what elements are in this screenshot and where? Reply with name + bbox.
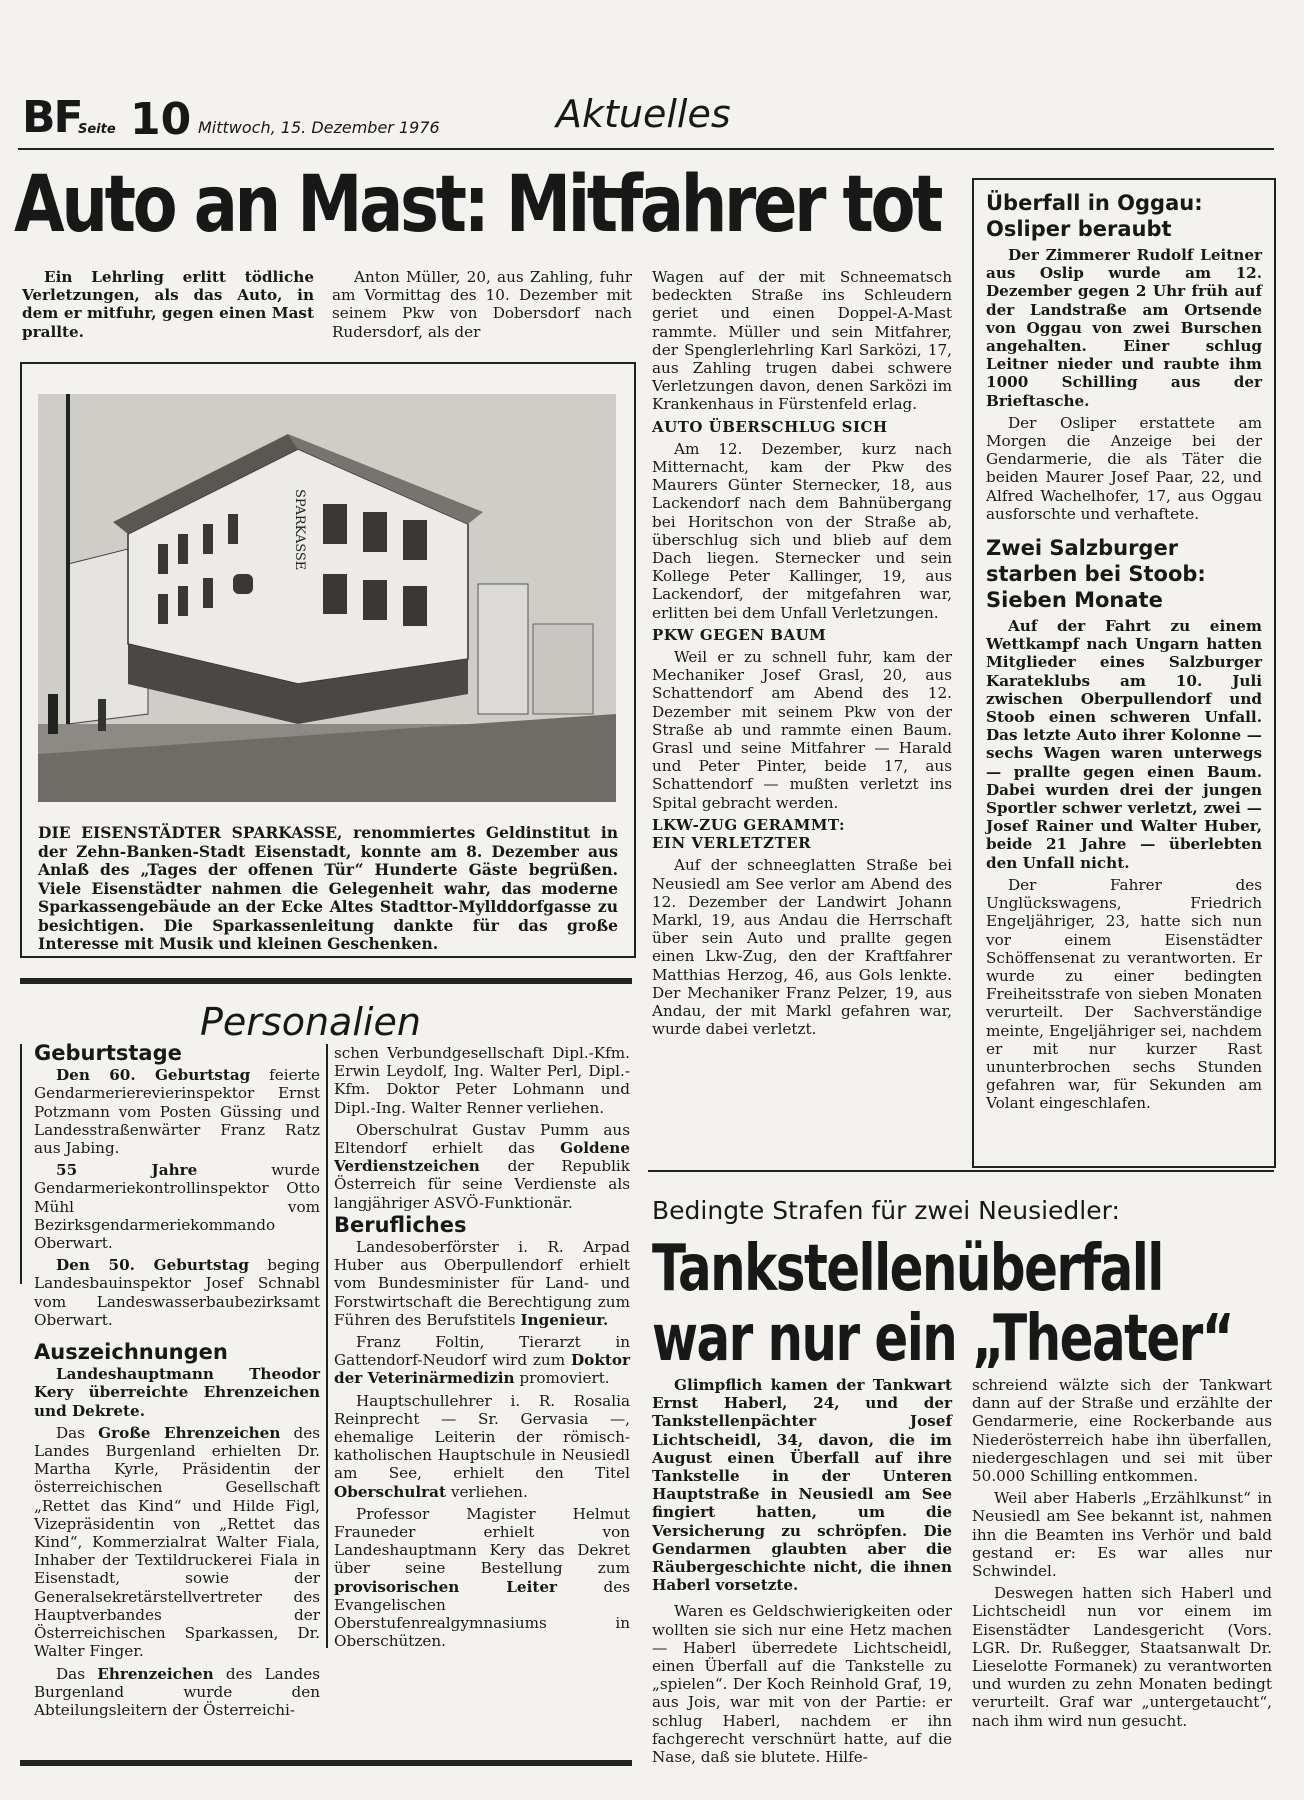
subhead-auto-ueberschlug: AUTO ÜBERSCHLUG SICH xyxy=(652,417,888,436)
personalien-bottom-rule xyxy=(20,1760,632,1766)
col2-p3-pre: Landesoberförster i. R. Arpad Huber aus Oberpullendorf erhielt vom Bundesminister für Land- und Forstwirtschaft die Berechtigung zum Führen des Berufstitels xyxy=(334,1238,630,1329)
col2-p5-text: verliehen. xyxy=(446,1482,528,1501)
subhead-lkw-zug-2: EIN VERLETZTER xyxy=(652,834,812,853)
col2-p2-text: der Republik Österreich für seine Verdienste als langjähriger ASVÖ-Funktionär. xyxy=(334,1157,630,1212)
sparkasse-photo xyxy=(38,394,616,802)
story2-paragraph-1: Waren es Geldschwierigkeiten oder wollten sie sich nur eine Hetz machen — Haberl überredete Lichtscheidl, einen Überfall auf die Tankstelle zu „spielen“. Der Koch Reinhold Graf, 19, aus Jois, war mit von der Partie: er schlug Haberl, nachdem er ihn fachgerecht verschnürt hatte, auf die Nase, daß sie blutete. Hilfe- xyxy=(652,1602,952,1767)
awards-1-pre: Das xyxy=(56,1423,99,1442)
sidebar-content xyxy=(986,190,1262,1117)
col2-p2-bold: Goldene Verdienstzeichen xyxy=(334,1139,630,1176)
story2-kicker: Bedingte Strafen für zwei Neusiedler: xyxy=(652,1196,1120,1225)
sidebar-box xyxy=(972,178,1276,1168)
sidebar-paragraph-stoob: Der Fahrer des Unglückswagens, Friedrich Engeljähriger, 23, hatte sich nun vor einem Eisenstädter Schöffensenat zu verantworten. Er wurde zu einer bedingten Freiheitsstrafe von sieben Monaten verurteilt. Der Sachverständige meinte, Engeljähriger sei, nachdem er mit nur kurzer Rast ununterbrochen sechs Stunden gefahren war, für Sekunden am Volant eingeschlafen. xyxy=(986,875,1262,1113)
story2-headline-line2: war nur ein „Theater“ xyxy=(652,1302,1233,1376)
story2-lead: Glimpflich kamen der Tankwart Ernst Haberl, 24, und der Tankstellenpächter Josef Lichtscheidl, 34, davon, die im August einen Überfall auf ihre Tankstelle in der Unteren Hauptstraße in Neusiedl am See fingiert hatten, um die Versicherung zu schröpfen. Die Gendarmen glaubten aber die Räubergeschichte nicht, die ihnen Haberl vorsetzte. xyxy=(652,1376,952,1595)
sidebar-title-stoob: Zwei Salzburger starben bei Stoob: Sieben Monate xyxy=(986,536,1206,613)
birthday-item-2 xyxy=(34,1161,320,1252)
personalien-col2-p6 xyxy=(334,1505,630,1651)
birthday-2-text: wurde Gendarmeriekontrollinspektor Otto Mühl vom Bezirksgendarmeriekommando Oberwart. xyxy=(34,1161,320,1253)
personalien-title: Personalien xyxy=(200,1000,421,1044)
col3-paragraph-3: Weil er zu schnell fuhr, kam der Mechaniker Josef Grasl, 20, aus Schattendorf am Abend des 12. Dezember mit seinem Pkw von der Straße ab und rammte einen Baum. Grasl und seine Mitfahrer — Harald und Peter Pinter, beide 17, aus Schattendorf — mußten verletzt ins Spital gebracht werden. xyxy=(652,648,952,812)
story2-headline xyxy=(652,1234,1233,1374)
col3-paragraph-4: Auf der schneeglatten Straße bei Neusiedl am See verlor am Abend des 12. Dezember der Landwirt Johann Markl, 19, aus Andau die Herrschaft über sein Auto und prallte gegen einen Lkw-Zug, den der Kraftfahrer Matthias Herzog, 46, aus Gols lenkte. Der Mechaniker Franz Pelzer, 19, aus Andau, der mit Markl gefahren war, wurde dabei verletzt. xyxy=(652,856,952,1039)
birthday-item-1 xyxy=(34,1066,320,1157)
masthead-logo: BF xyxy=(22,92,82,143)
birthday-item-3 xyxy=(34,1256,320,1329)
awards-2-text: des Landes Burgenland wurde den Abteilungsleitern der Österreichi- xyxy=(34,1664,320,1719)
section-geburtstage: Geburtstage xyxy=(34,1041,182,1065)
awards-1-text: des Landes Burgenland erhielten Dr. Martha Kyrle, Präsidentin der österreichischen Gesellschaft „Rettet das Kind“ und Hilde Figl, Vizepräsidentin von „Rettet das Kind“, Kommerzialrat Walter Fiala, Inhaber der Textildruckerei Fiala in Eisenstadt, sowie der Generalsekretärstellvertreter des Hauptverbandes der Österreichischen Sparkassen, Dr. Walter Finger. xyxy=(34,1423,320,1661)
story2-headline-line1: Tankstellenüberfall xyxy=(652,1232,1163,1306)
story2-paragraph-3: Weil aber Haberls „Erzählkunst“ in Neusiedl am See bekannt ist, nahmen ihn die Beamten ins Verhör und bald gestand er: Es war alles nur Schwindel. xyxy=(972,1489,1272,1581)
main-story-col3 xyxy=(652,268,952,1042)
col2-p6-bold: provisorischen Leiter xyxy=(334,1577,558,1596)
birthday-1-text: feierte Gendarmerierevierinspektor Ernst Potzmann vom Posten Güssing und Landesstraßenwärter Franz Ratz aus Jabing. xyxy=(34,1066,320,1158)
personalien-col1 xyxy=(34,1041,320,1723)
story2-top-rule xyxy=(648,1170,1274,1172)
col2-p4-bold: Doktor der Veterinärmedizin xyxy=(334,1351,630,1388)
col3-paragraph-1: Wagen auf der mit Schneematsch bedeckten Straße ins Schleudern geriet und einen Doppel-A-Mast rammte. Müller und sein Mitfahrer, der Spenglerlehrling Karl Sarközi, 17, aus Zahling trugen dabei schwere Verletzungen davon, denen Sarközi im Krankenhaus in Fürstenfeld erlag. xyxy=(652,268,952,414)
col2-p6-pre: Professor Magister Helmut Frauneder erhielt von Landeshauptmann Kery das Dekret über seine Bestellung zum xyxy=(334,1504,630,1578)
sidebar-paragraph-oggau: Der Osliper erstattete am Morgen die Anzeige bei der Gendarmerie, die als Täter die beiden Maurer Josef Paar, 22, und Alfred Wachelhofer, 17, aus Oggau ausforschte und verhaftete. xyxy=(986,413,1262,523)
sidebar-title-oggau: Überfall in Oggau: Osliper beraubt xyxy=(986,191,1203,241)
col3-paragraph-2: Am 12. Dezember, kurz nach Mitternacht, kam der Pkw des Maurers Günter Sternecker, 18, aus Lackendorf nach dem Bahnübergang bei Horitschon von der Straße ab, überschlug sich und blieb auf dem Dach liegen. Sternecker und sein Kollege Peter Kallinger, 19, aus Lackendorf, der mitgefahren war, erlitten bei dem Unfall Verletzungen. xyxy=(652,439,952,622)
sparkasse-sign: SPARKASSE xyxy=(292,489,307,571)
personalien-box xyxy=(20,1041,632,1752)
masthead-rule xyxy=(18,148,1274,150)
personalien-col2 xyxy=(334,1044,630,1655)
personalien-column-rule xyxy=(326,1044,328,1648)
story2-paragraph-4: Deswegen hatten sich Haberl und Lichtscheidl nun vor einem im Eisenstädter Landesgericht (Vors. LGR. Dr. Rußegger, Staatsanwalt Dr. Lieselotte Formanek) zu verantworten und wurden zu zehn Monaten bedingt verurteilt. Graf war „untergetaucht“, nach ihm wird nun gesucht. xyxy=(972,1584,1272,1730)
col2-p2-pre: Oberschulrat Gustav Pumm aus Eltendorf erhielt das xyxy=(334,1120,630,1158)
section-berufliches: Berufliches xyxy=(334,1212,467,1237)
awards-1-bold: Große Ehrenzeichen xyxy=(98,1423,281,1442)
sidebar-lead-oggau: Der Zimmerer Rudolf Leitner aus Oslip wurde am 12. Dezember gegen 2 Uhr früh auf der Landstraße am Ortsende von Oggau von zwei Burschen angehalten. Einer schlug Leitner nieder und raubte ihm 1000 Schilling aus der Brieftasche. xyxy=(986,246,1262,410)
awards-item-2 xyxy=(34,1665,320,1720)
personalien-left-rule xyxy=(20,1044,22,1284)
section-title: Aktuelles xyxy=(556,92,731,136)
col2-p5-pre: Hauptschullehrer i. R. Rosalia Reinprecht — Sr. Gervasia —, ehemalige Leiterin der römisch-katholischen Hauptschule in Neusiedl am See, erhielt den Titel xyxy=(334,1391,630,1483)
page-number: 10 xyxy=(130,94,192,145)
story2-col1 xyxy=(652,1376,952,1770)
birthday-3-bold: Den 50. Geburtstag xyxy=(56,1256,249,1275)
personalien-col2-p3 xyxy=(334,1238,630,1329)
col2-p5-bold: Oberschulrat xyxy=(334,1482,447,1501)
sidebar-lead-stoob: Auf der Fahrt zu einem Wettkampf nach Ungarn hatten Mitglieder eines Salzburger Karateklubs am 10. Juli zwischen Oberpullendorf und Stoob einen schweren Unfall. Das letzte Auto ihrer Kolonne — sechs Wagen waren unterwegs — prallte gegen einen Baum. Dabei wurden drei der jungen Sportler schwer verletzt, zwei — Josef Rainer und Walter Huber, beide 21 Jahre — überlebten den Unfall nicht. xyxy=(986,617,1262,872)
personalien-col2-p2 xyxy=(334,1121,630,1212)
photo-box xyxy=(20,362,636,958)
main-story-col2-text: Anton Müller, 20, aus Zahling, fuhr am Vormittag des 10. Dezember mit seinem Pkw von Dobersdorf nach Rudersdorf, als der xyxy=(332,268,632,341)
col2-p4-text: promoviert. xyxy=(514,1369,610,1388)
awards-2-bold: Ehrenzeichen xyxy=(97,1664,214,1683)
birthday-2-bold: 55 Jahre xyxy=(56,1161,198,1180)
personalien-col2-p5 xyxy=(334,1392,630,1501)
birthday-3-text: beging Landesbauinspektor Josef Schnabl vom Landeswasserbaubezirksamt Oberwart. xyxy=(34,1256,320,1329)
subhead-lkw-zug-1: LKW-ZUG GERAMMT: xyxy=(652,815,846,834)
sparkasse-building-illustration xyxy=(38,394,616,802)
main-story-col2 xyxy=(332,268,632,345)
personalien-top-rule xyxy=(20,978,632,984)
awards-lead: Landeshauptmann Theodor Kery überreichte Ehrenzeichen und Dekrete. xyxy=(34,1365,320,1420)
story2-paragraph-2: schreiend wälzte sich der Tankwart dann auf der Straße und erzählte der Gendarmerie, eine Rockerbande aus Niederösterreich habe ihn überfallen, niedergeschlagen und sei mit über 50.000 Schilling entkommen. xyxy=(972,1376,1272,1486)
issue-date: Mittwoch, 15. Dezember 1976 xyxy=(198,118,440,137)
personalien-col2-p1: schen Verbundgesellschaft Dipl.-Kfm. Erwin Leydolf, Ing. Walter Perl, Dipl.-Kfm. Doktor Peter Lohmann und Dipl.-Ing. Walter Renner verliehen. xyxy=(334,1044,630,1117)
subhead-pkw-gegen-baum: PKW GEGEN BAUM xyxy=(652,625,827,644)
col2-p4-pre: Franz Foltin, Tierarzt in Gattendorf-Neudorf wird zum xyxy=(334,1333,630,1370)
awards-item-1 xyxy=(34,1424,320,1661)
col2-p3-bold: Ingenieur. xyxy=(520,1310,609,1329)
main-story-lead: Ein Lehrling erlitt tödliche Verletzungen, als das Auto, in dem er mitfuhr, gegen einen Mast prallte. xyxy=(22,268,314,341)
awards-2-pre: Das xyxy=(56,1664,98,1683)
main-story-col1 xyxy=(22,268,314,345)
main-headline: Auto an Mast: Mitfahrer tot xyxy=(14,160,941,250)
story2-col2 xyxy=(972,1376,1272,1734)
col2-p6-text: des Evangelischen Oberstufenrealgymnasiums in Oberschützen. xyxy=(334,1577,630,1651)
seite-label: Seite xyxy=(78,122,116,137)
birthday-1-bold: Den 60. Geburtstag xyxy=(56,1066,251,1085)
photo-caption: DIE EISENSTÄDTER SPARKASSE, renommiertes Geldinstitut in der Zehn-Banken-Stadt Eisenstadt, konnte am 8. Dezember aus Anlaß des „Tages der offenen Tür“ Hunderte Gäste begrüßen. Viele Eisenstädter nahmen die Gelegenheit wahr, das moderne Sparkassengebäude an der Ecke Altes Stadttor-Myllddorfgasse zu besichtigen. Die Sparkassenleitung dankte für das große Interesse mit Musik und kleinen Geschenken. xyxy=(38,823,618,953)
section-auszeichnungen: Auszeichnungen xyxy=(34,1340,228,1365)
personalien-col2-p4 xyxy=(334,1333,630,1388)
